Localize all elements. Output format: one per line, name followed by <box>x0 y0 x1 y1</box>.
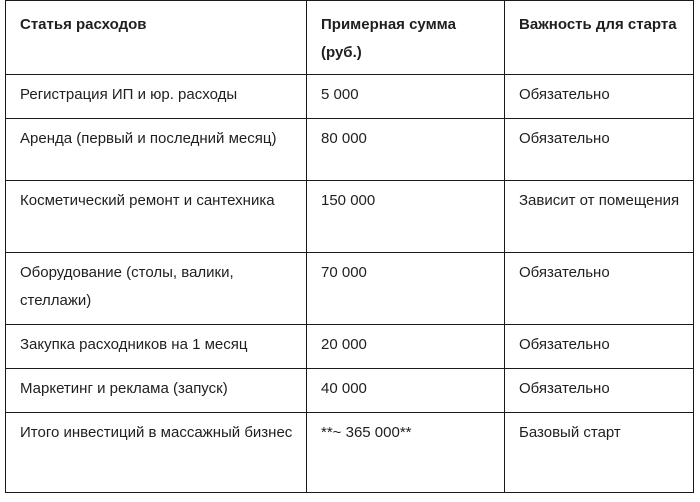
cell-expense-item: Косметический ремонт и сантехника <box>6 181 307 253</box>
cell-total-amount: **~ 365 000** <box>307 413 505 493</box>
header-importance: Важность для старта <box>505 1 694 75</box>
cell-importance: Обязательно <box>505 325 694 369</box>
header-expense-item: Статья расходов <box>6 1 307 75</box>
startup-costs-table <box>5 0 694 493</box>
cell-expense-item: Оборудование (столы, валики, стеллажи) <box>6 253 307 325</box>
cell-amount: 20 000 <box>307 325 505 369</box>
table-row <box>6 181 694 253</box>
cell-total-label: Итого инвестиций в массажный бизнес <box>6 413 307 493</box>
cell-importance: Обязательно <box>505 75 694 119</box>
table-row <box>6 119 694 181</box>
cell-importance: Обязательно <box>505 369 694 413</box>
table-row <box>6 253 694 325</box>
header-approx-amount: Примерная сумма (руб.) <box>307 1 505 75</box>
cell-total-importance: Базовый старт <box>505 413 694 493</box>
cell-importance: Обязательно <box>505 253 694 325</box>
cell-expense-item: Закупка расходников на 1 месяц <box>6 325 307 369</box>
cell-expense-item: Регистрация ИП и юр. расходы <box>6 75 307 119</box>
cell-expense-item: Маркетинг и реклама (запуск) <box>6 369 307 413</box>
table-total-row <box>6 413 694 493</box>
cell-amount: 70 000 <box>307 253 505 325</box>
cell-amount: 80 000 <box>307 119 505 181</box>
cell-expense-item: Аренда (первый и последний месяц) <box>6 119 307 181</box>
cell-amount: 150 000 <box>307 181 505 253</box>
table-row <box>6 325 694 369</box>
cell-amount: 40 000 <box>307 369 505 413</box>
table-header-row <box>6 1 694 75</box>
cell-importance: Зависит от помещения <box>505 181 694 253</box>
table-row <box>6 369 694 413</box>
cell-amount: 5 000 <box>307 75 505 119</box>
table-row <box>6 75 694 119</box>
cell-importance: Обязательно <box>505 119 694 181</box>
